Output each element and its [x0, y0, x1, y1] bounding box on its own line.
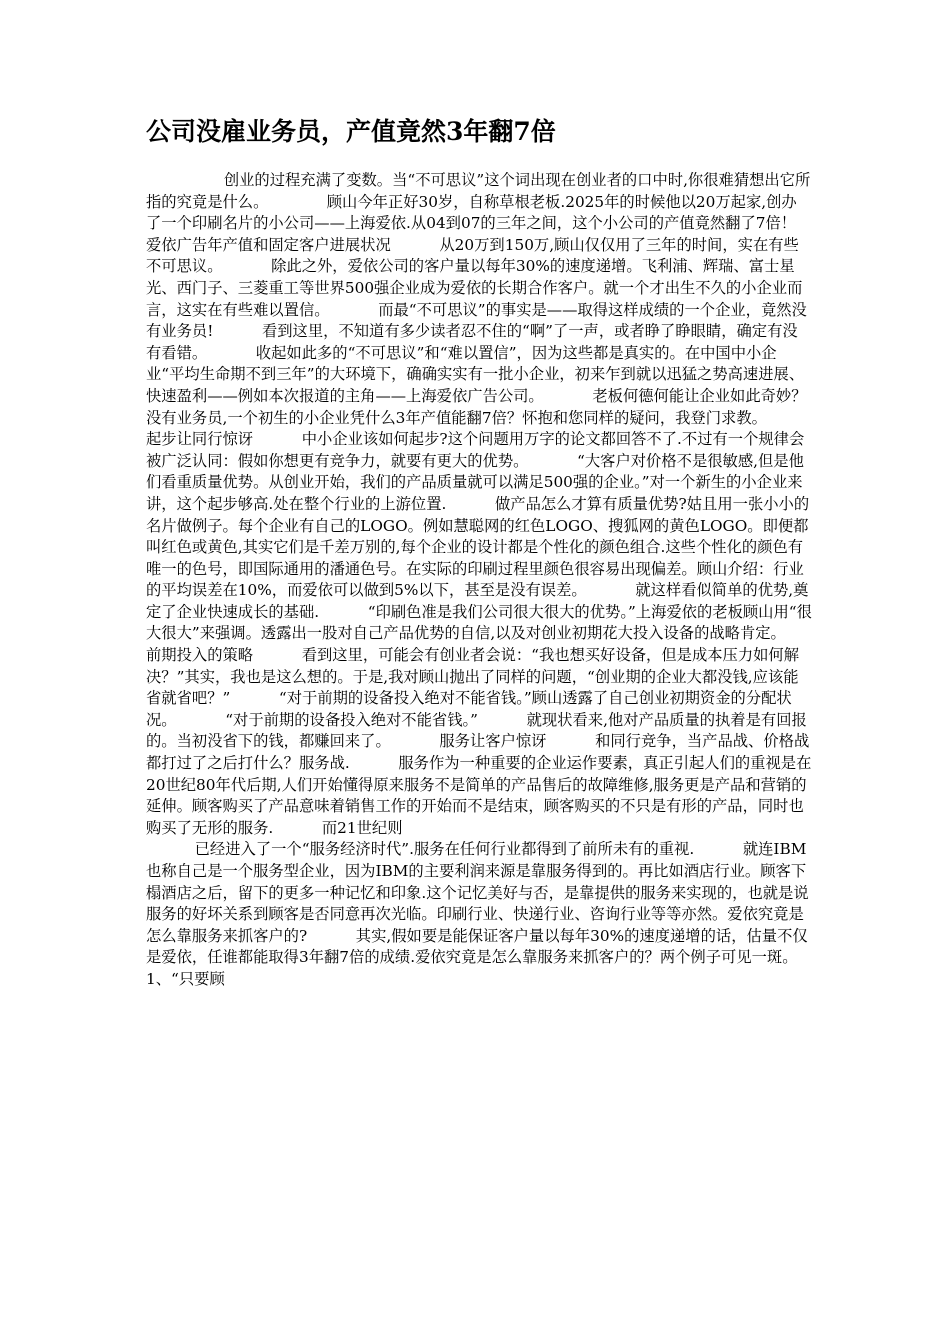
document-page	[146, 0, 812, 1344]
page-title: 公司没雇业务员，产值竟然3年翻7倍	[146, 117, 556, 146]
article-body: 创业的过程充满了变数。当“不可思议”这个词出现在创业者的口中时,你很难猜想出它所指的究竟是什么。 顾山今年正好30岁，自称草根老板.2025年的时候他以20万起家,创办了一个印刷名片的小公司——上海爱依.从04到07的三年之间，这个小公司的产值竟然翻了7倍！ 爱依广告年产值和固定客户进展状况 从20万到150万,顾山仅仅用了三年的时间，实在有些不可思议。 除此之外，爱依公司的客户量以每年30%的速度递增。飞利浦、辉瑞、富士星光、西门子、三菱重工等世界500强企业成为爱依的长期合作客户。就一个才出生不久的小企业而言，这实在有些难以置信。 而最“不可思议”的事实是——取得这样成绩的一个企业，竟然没有业务员! 看到这里，不知道有多少读者忍不住的“啊”了一声，或者睁了睁眼睛，确定有没有看错。 收起如此多的“不可思议”和“难以置信”，因为这些都是真实的。在中国中小企业“平均生命期不到三年”的大环境下，确确实实有一批小企业，初来乍到就以迅猛之势高速进展、快速盈利——例如本次报道的主角——上海爱依广告公司。 老板何德何能让企业如此奇妙？没有业务员,一个初生的小企业凭什么3年产值能翻7倍？怀抱和您同样的疑问，我登门求教。 起步让同行惊讶 中小企业该如何起步?这个问题用万字的论文都回答不了.不过有一个规律会被广泛认同：假如你想更有竞争力，就要有更大的优势。 “大客户对价格不是很敏感,但是他们看重质量优势。从创业开始，我们的产品质量就可以满足500强的企业。”对一个新生的小企业来讲，这个起步够高.处在整个行业的上游位置. 做产品怎么才算有质量优势?姑且用一张小小的名片做例子。每个企业有自己的LOGO。例如慧聪网的红色LOGO、搜狐网的黄色LOGO。即便都叫红色或黄色,其实它们是千差万别的,每个企业的设计都是个性化的颜色组合.这些个性化的颜色有唯一的色号，即国际通用的潘通色号。在实际的印刷过程里颜色很容易出现偏差。顾山介绍：行业的平均误差在10%，而爱依可以做到5%以下，甚至是没有误差。 就这样看似简单的优势,奠定了企业快速成长的基础. “印刷色准是我们公司很大很大的优势。”上海爱依的老板顾山用“很大很大”来强调。透露出一股对自己产品优势的自信,以及对创业初期花大投入设备的战略肯定。 前期投入的策略 看到这里，可能会有创业者会说：“我也想买好设备，但是成本压力如何解决？”其实，我也是这么想的。于是,我对顾山抛出了同样的问题，“创业期的企业大都没钱,应该能省就省吧？” “对于前期的设备投入绝对不能省钱。”顾山透露了自己创业初期资金的分配状况。 “对于前期的设备投入绝对不能省钱。” 就现状看来,他对产品质量的执着是有回报的。当初没省下的钱，都赚回来了。 服务让客户惊讶 和同行竞争，当产品战、价格战都打过了之后打什么？服务战. 服务作为一种重要的企业运作要素，真正引起人们的重视是在20世纪80年代后期,人们开始懂得原来服务不是简单的产品售后的故障维修,服务更是产品和营销的延伸。顾客购买了产品意味着销售工作的开始而不是结束，顾客购买的不只是有形的产品，同时也购买了无形的服务. 而21世纪则 已经进入了一个“服务经济时代”.服务在任何行业都得到了前所未有的重视. 就连IBM也称自己是一个服务型企业，因为IBM的主要利润来源是靠服务得到的。再比如酒店行业。顾客下榻酒店之后，留下的更多一种记忆和印象.这个记忆美好与否，是靠提供的服务来实现的，也就是说服务的好坏关系到顾客是否同意再次光临。印刷行业、快递行业、咨询行业等等亦然。爱依究竟是怎么靠服务来抓客户的? 其实,假如要是能保证客户量以每年30%的速度递增的话，估量不仅是爱依，任谁都能取得3年翻7倍的成绩.爱依究竟是怎么靠服务来抓客户的？两个例子可见一斑。 1、“只要顾	[146, 171, 812, 988]
